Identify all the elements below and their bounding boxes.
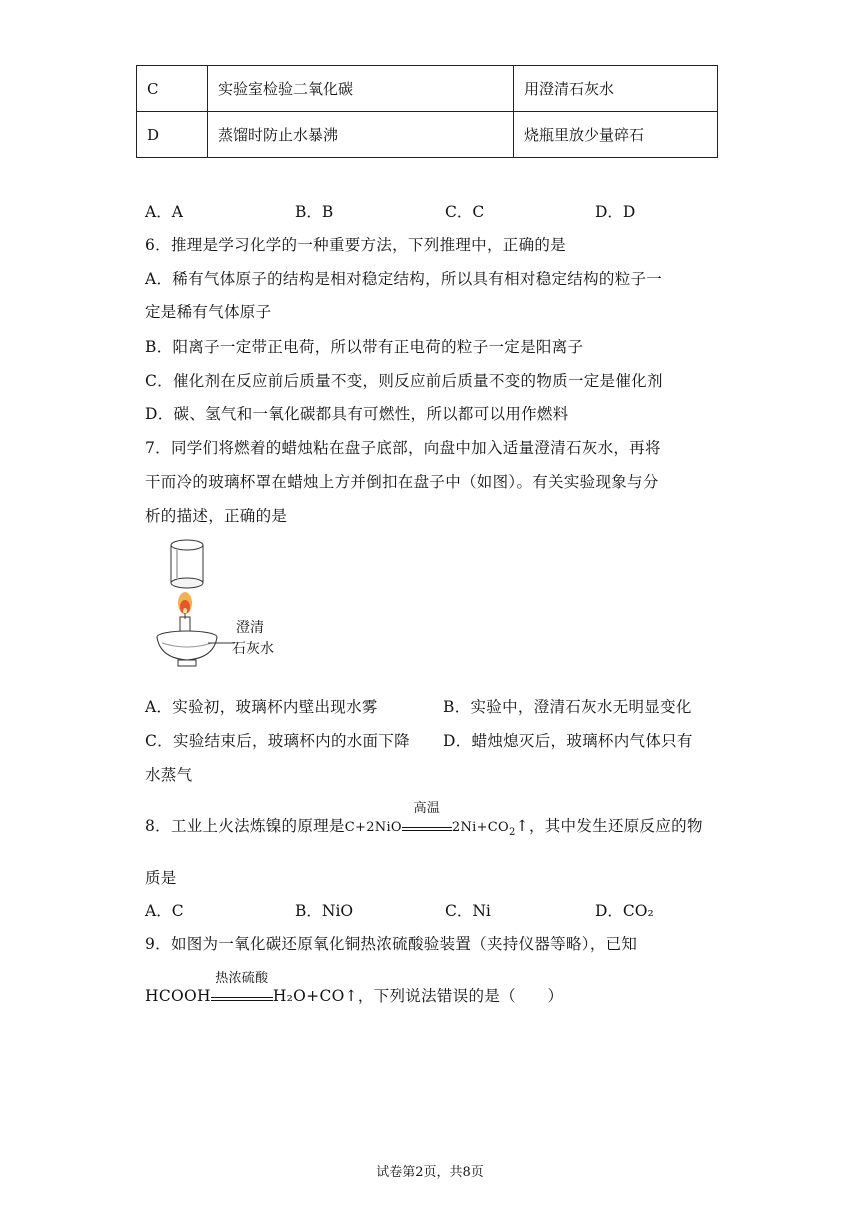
table-cell-purpose: 蒸馏时防止水暴沸 — [208, 112, 514, 158]
table-cell-label: D — [137, 112, 208, 158]
q5-choice-d: D．D — [595, 203, 636, 221]
figure-label-limewater: 石灰水 — [232, 640, 274, 656]
q8-choice-b: B．NiO — [295, 902, 354, 920]
q9-condition: 热浓硫酸 — [215, 971, 269, 986]
q8-choice-d: D．CO₂ — [595, 902, 654, 920]
table-cell-label: C — [137, 66, 208, 112]
q7-option-d-line2: 水蒸气 — [145, 766, 193, 784]
q7-option-d-line1: D．蜡烛熄灭后，玻璃杯内气体只有 — [443, 732, 693, 750]
q8-choice-c: C．Ni — [445, 902, 491, 920]
q8-subscript: 2 — [508, 827, 516, 839]
table-row — [137, 66, 718, 112]
q9-condition-equals — [211, 971, 273, 1001]
q6-option-a-line1: A．稀有气体原子的结构是相对稳定结构，所以具有相对稳定结构的粒子一 — [145, 270, 663, 288]
q7-option-b: B．实验中，澄清石灰水无明显变化 — [443, 698, 692, 716]
q7-stem-line3: 析的描述，正确的是 — [145, 507, 288, 525]
q7-option-c: C．实验结束后，玻璃杯内的水面下降 — [145, 732, 410, 750]
q9-suffix: ，下列说法错误的是（ ） — [357, 987, 564, 1005]
q5-choice-b: B．B — [295, 203, 334, 221]
q8-prefix: 8．工业上火法炼镍的原理是 — [145, 817, 345, 835]
q8-products: 2Ni+CO — [451, 820, 509, 835]
q7-stem-line1: 7．同学们将燃着的蜡烛粘在盘子底部，向盘中加入适量澄清石灰水，再将 — [145, 439, 661, 457]
q8-condition-equals — [402, 801, 452, 831]
table-cell-method: 烧瓶里放少量碎石 — [514, 112, 718, 158]
q8-reactants: C+2NiO — [344, 820, 402, 835]
table-cell-method: 用澄清石灰水 — [514, 66, 718, 112]
q9-stem-line1: 9．如图为一氧化碳还原氧化铜热浓硫酸验装置（夹持仪器等略），已知 — [145, 935, 638, 953]
candle-experiment-figure — [150, 533, 290, 673]
q9-products: H₂O+CO↑ — [272, 987, 358, 1005]
q9-stem-line2 — [145, 971, 564, 1006]
table-cell-purpose: 实验室检验二氧化碳 — [208, 66, 514, 112]
q5-choice-a: A．A — [145, 203, 183, 221]
table-row — [137, 112, 718, 158]
q8-suffix: ，其中发生还原反应的物 — [528, 817, 703, 835]
q6-stem: 6．推理是学习化学的一种重要方法，下列推理中，正确的是 — [145, 236, 566, 254]
q8-stem-line2: 质是 — [145, 869, 177, 887]
figure-label-clear: 澄清 — [236, 619, 264, 635]
options-table — [136, 65, 718, 158]
q6-option-c: C．催化剂在反应前后质量不变，则反应前后质量不变的物质一定是催化剂 — [145, 372, 663, 390]
q6-option-b: B．阳离子一定带正电荷，所以带有正电荷的粒子一定是阳离子 — [145, 338, 584, 356]
q8-arrow: ↑ — [515, 817, 529, 835]
q7-option-a: A．实验初，玻璃杯内壁出现水雾 — [145, 698, 378, 716]
candle-diagram — [150, 533, 290, 673]
page-footer: 试卷第2页，共8页 — [376, 1165, 484, 1180]
q9-reactant: HCOOH — [145, 987, 211, 1005]
q7-stem-line2: 干而冷的玻璃杯罩在蜡烛上方并倒扣在盘子中（如图）。有关实验现象与分 — [145, 473, 659, 491]
q8-condition: 高温 — [413, 801, 441, 816]
q5-choice-c: C．C — [445, 203, 485, 221]
q6-option-d: D．碳、氢气和一氧化碳都具有可燃性，所以都可以用作燃料 — [145, 405, 569, 423]
q6-option-a-line2: 定是稀有气体原子 — [145, 303, 272, 321]
q8-choice-a: A．C — [145, 902, 184, 920]
q8-stem-line1 — [145, 801, 703, 839]
